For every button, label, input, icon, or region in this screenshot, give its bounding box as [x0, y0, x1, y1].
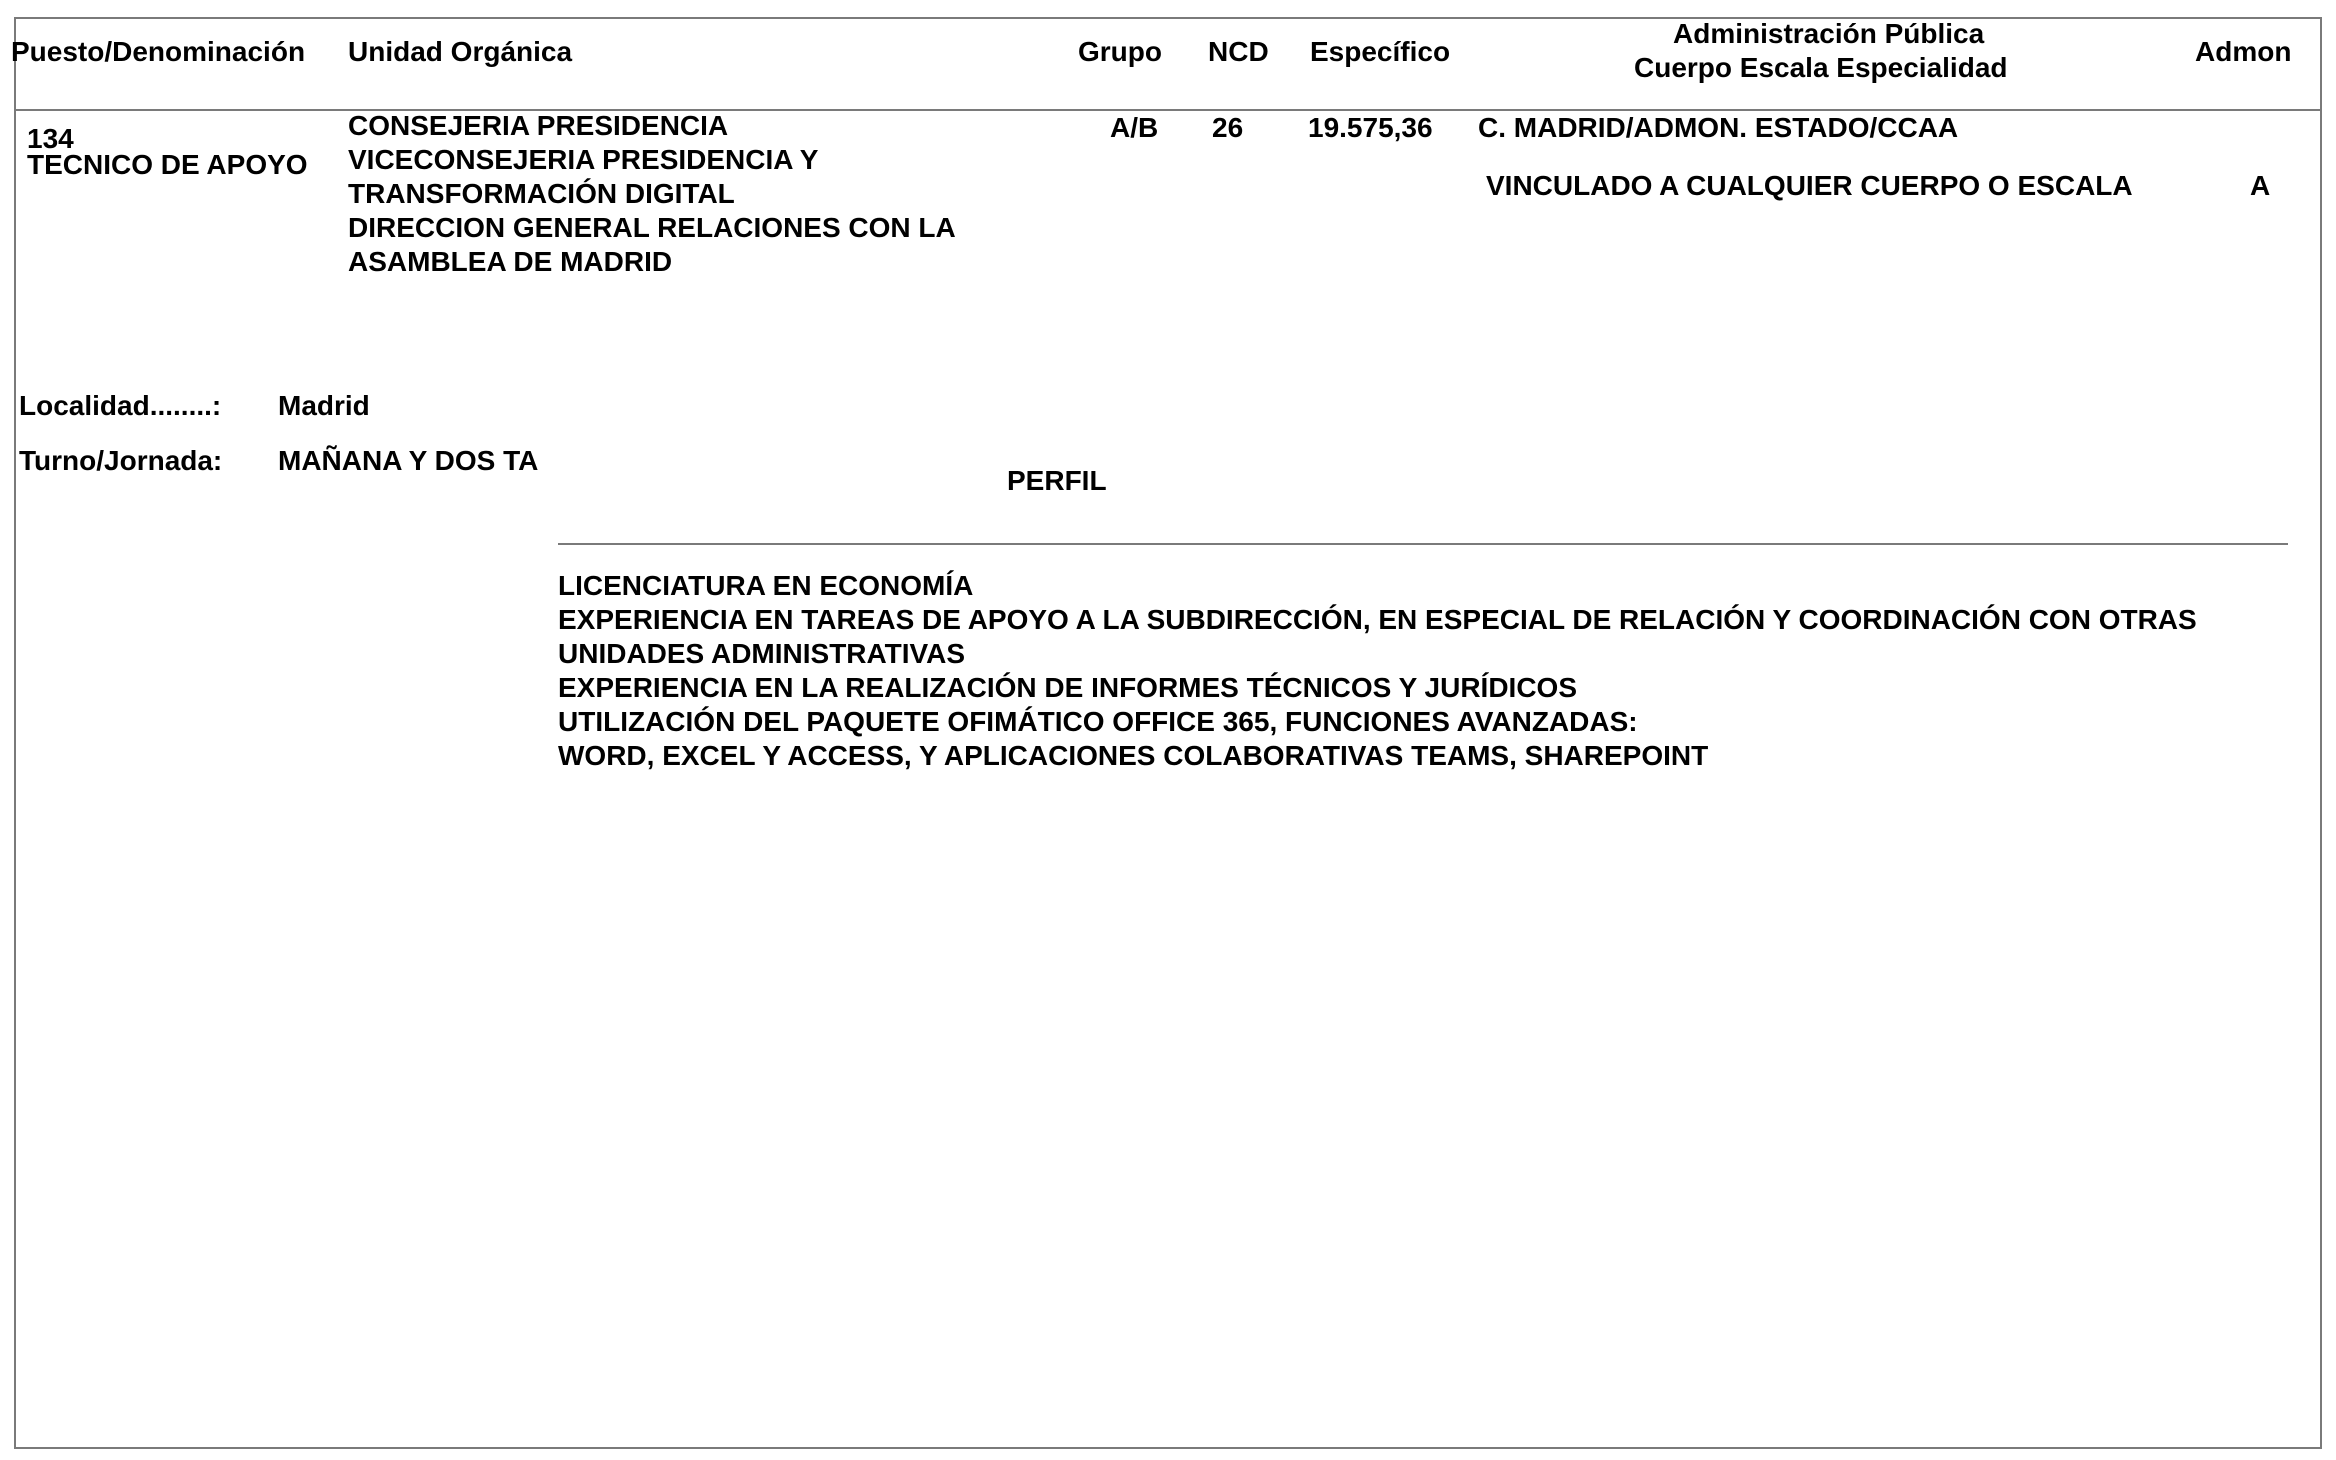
perfil-line: UNIDADES ADMINISTRATIVAS	[558, 638, 966, 669]
perfil-line: EXPERIENCIA EN TAREAS DE APOYO A LA SUBDIRECCIÓN, EN ESPECIAL DE RELACIÓN Y COORDINACIÓN CON OTRAS	[558, 604, 2197, 635]
admon-value: A	[2250, 170, 2271, 201]
perfil-title: PERFIL	[1007, 465, 1107, 496]
turno-label: Turno/Jornada:	[19, 445, 223, 476]
header-especifico: Específico	[1310, 36, 1451, 67]
perfil-line: UTILIZACIÓN DEL PAQUETE OFIMÁTICO OFFICE 365, FUNCIONES AVANZADAS:	[558, 706, 1638, 737]
cuerpo-value: VINCULADO A CUALQUIER CUERPO O ESCALA	[1486, 170, 2133, 201]
perfil-line: LICENCIATURA EN ECONOMÍA	[558, 570, 974, 601]
localidad-label: Localidad........:	[19, 390, 222, 421]
header-grupo: Grupo	[1078, 36, 1162, 67]
unidad-organica	[348, 109, 956, 279]
turno-value: MAÑANA Y DOS TA	[278, 445, 539, 476]
puesto-denominacion: TECNICO DE APOYO	[27, 149, 308, 180]
unidad-line: DIRECCION GENERAL RELACIONES CON LA	[348, 212, 956, 243]
administracion-value: C. MADRID/ADMON. ESTADO/CCAA	[1478, 112, 1959, 143]
header-cuerpo-escala: Cuerpo Escala Especialidad	[1634, 52, 2008, 83]
grupo-value: A/B	[1110, 112, 1159, 143]
perfil-line: WORD, EXCEL Y ACCESS, Y APLICACIONES COLABORATIVAS TEAMS, SHAREPOINT	[558, 740, 1709, 771]
perfil-lines	[558, 569, 2197, 773]
unidad-line: ASAMBLEA DE MADRID	[348, 246, 673, 277]
ncd-value: 26	[1212, 112, 1244, 143]
header-administracion-publica: Administración Pública	[1673, 18, 1985, 49]
header-unidad: Unidad Orgánica	[348, 36, 573, 67]
perfil-line: EXPERIENCIA EN LA REALIZACIÓN DE INFORMES TÉCNICOS Y JURÍDICOS	[558, 672, 1578, 703]
header-admon: Admon	[2195, 36, 2292, 67]
especifico-value: 19.575,36	[1308, 112, 1433, 143]
unidad-line: VICECONSEJERIA PRESIDENCIA Y	[348, 144, 819, 175]
puesto-numero: 134	[27, 123, 74, 154]
perfil-divider	[558, 543, 2288, 545]
localidad-value: Madrid	[278, 390, 370, 421]
unidad-line: TRANSFORMACIÓN DIGITAL	[348, 178, 735, 209]
header-puesto: Puesto/Denominación	[11, 36, 306, 67]
unidad-line: CONSEJERIA PRESIDENCIA	[348, 110, 729, 141]
header-ncd: NCD	[1208, 36, 1269, 67]
